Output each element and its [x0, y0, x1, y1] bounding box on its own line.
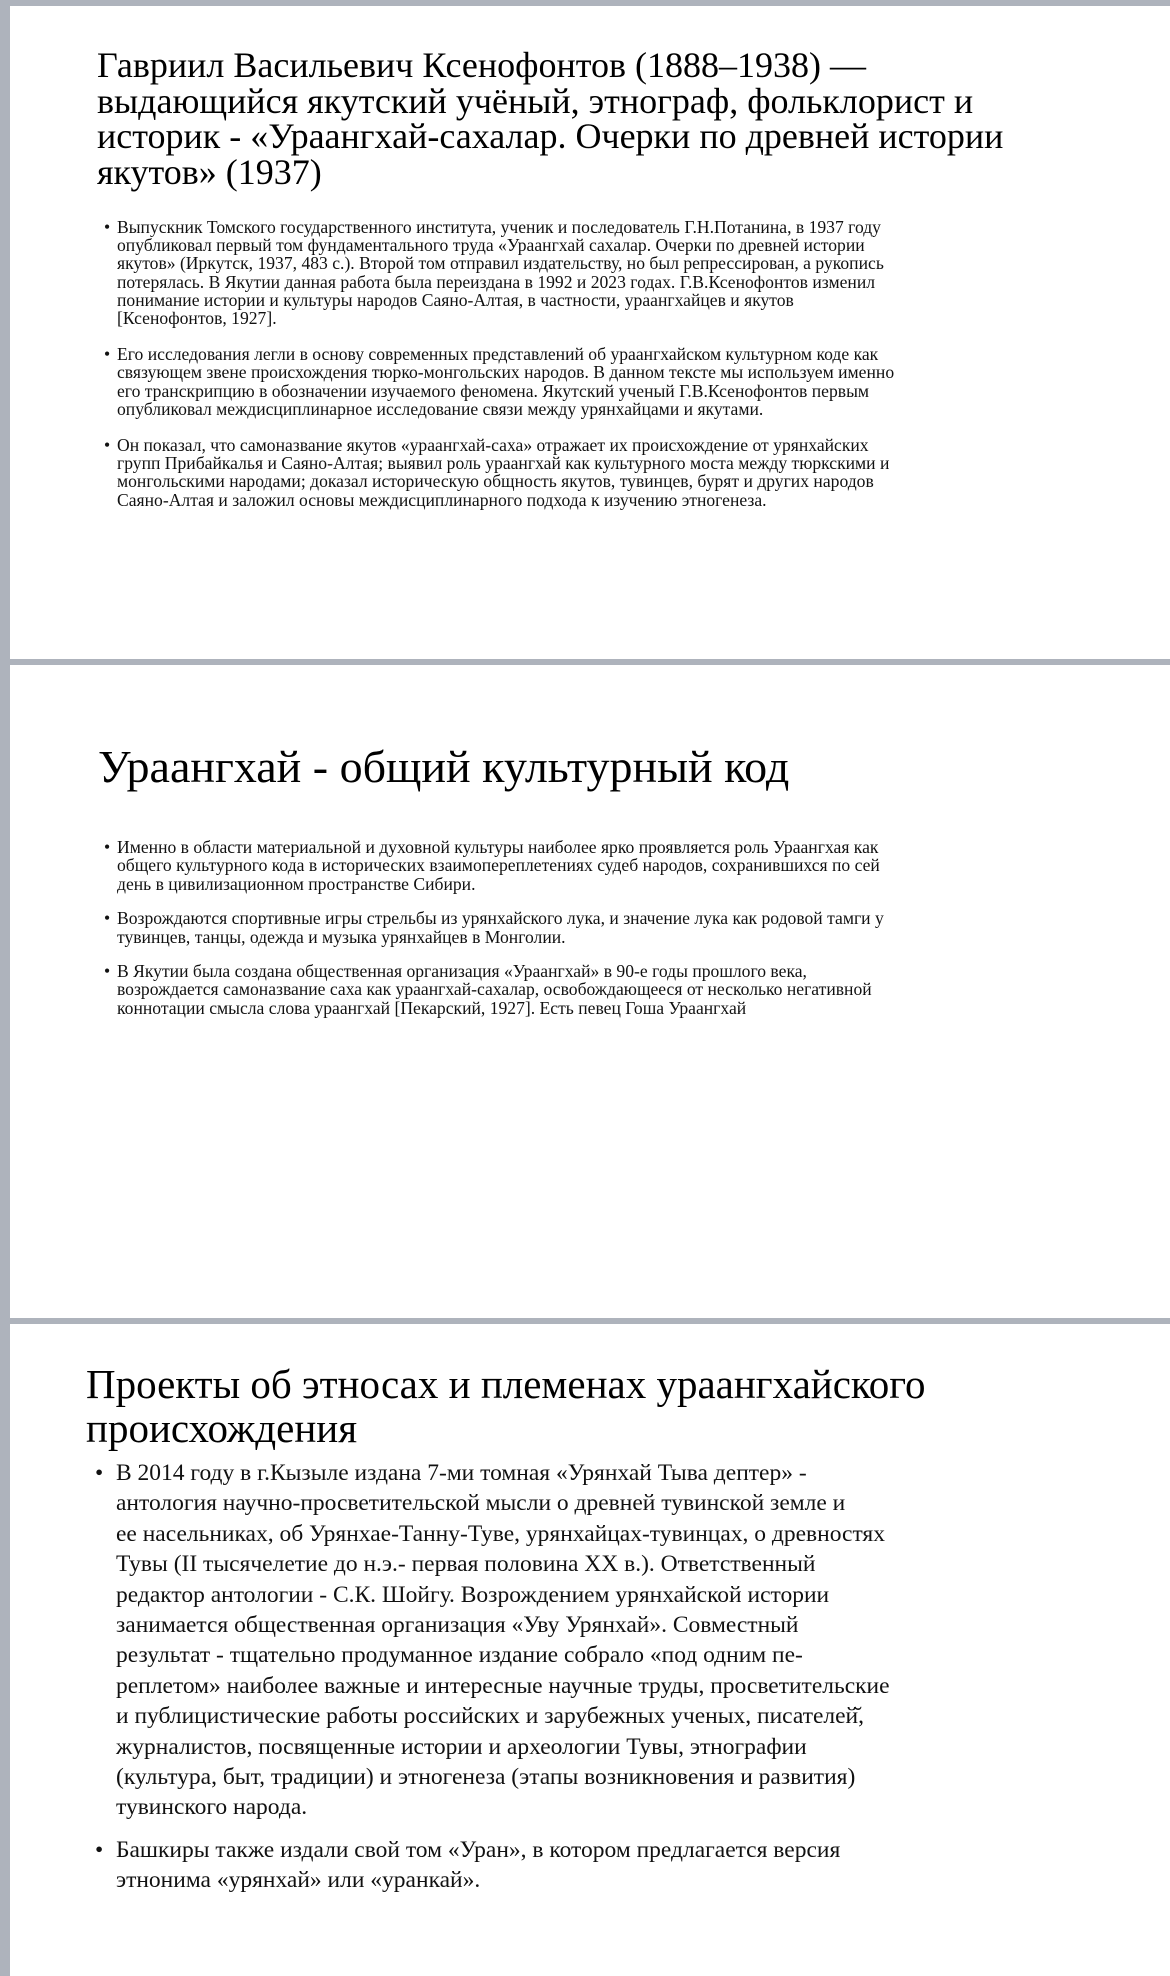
text-line: групп Прибайкалья и Саяно-Алтая; выявил роль ураангхай как культурного моста между тюркскими и: [117, 453, 890, 474]
title-line: историк - «Ураангхай-сахалар. Очерки по древней истории: [97, 116, 1004, 156]
bullet-list: [97, 218, 894, 509]
text-line: понимание истории и культуры народов Саяно-Алтая, в частности, ураангхайцев и якутов: [117, 289, 794, 310]
slide-1: [10, 6, 1170, 659]
text-line: коннотации смысла слова ураангхай [Пекарский, 1927]. Есть певец Гоша Ураангхай: [117, 997, 747, 1018]
slide-title: [97, 45, 1004, 192]
text-line: и публицистические работы российских и зарубежных ученых, писателей̆,: [116, 1703, 865, 1730]
bullet-icon: •: [104, 837, 111, 857]
text-line: ее насельниках, об Урянхае-Танну-Туве, урянхайцах-тувинцах, о древностях: [116, 1520, 885, 1547]
text-line: тувинского народа.: [116, 1794, 308, 1821]
text-line: связующем звене происхождения тюрко-монгольских народов. В данном тексте мы используем именно: [117, 362, 895, 383]
text-line: Он показал, что самоназвание якутов «ураангхай-саха» отражает их происхождение от урянхайских: [117, 435, 869, 456]
title-line: Проекты об этносах и племенах ураангхайского: [86, 1361, 926, 1407]
bullet-item: [97, 838, 884, 893]
bullet-item: [94, 1458, 890, 1823]
text-line: В Якутии была создана общественная организация «Ураангхай» в 90-е годы прошлого века,: [117, 961, 807, 982]
bullet-icon: •: [104, 217, 111, 237]
bullet-item: [94, 1835, 890, 1896]
bullet-item: [97, 909, 884, 946]
text-line: Выпускник Томского государственного института, ученик и последователь Г.Н.Потанина, в 1937 году: [117, 217, 881, 237]
text-line: общего культурного кода в исторических взаимопереплетениях судеб народов, сохранившихся по сей: [117, 855, 880, 876]
text-line: этнонима «урянхай» или «уранкай».: [116, 1867, 481, 1894]
title-line: происхождения: [86, 1405, 358, 1451]
title-line: якутов» (1937): [97, 151, 322, 192]
text-line: его транскрипцию в обозначении изучаемого феномена. Якутский ученый Г.В.Ксенофонтов первым: [117, 380, 870, 401]
text-line: результат - тщательно продуманное издание собрало «под одним пе-: [116, 1642, 803, 1669]
bullet-list: [97, 838, 884, 1017]
text-line: В 2014 году в г.Кызыле издана 7-ми томная «Урянхай Тыва дептер» -: [116, 1460, 807, 1486]
text-line: потерялась. В Якутии данная работа была переиздана в 1992 и 2023 годах. Г.В.Ксенофонтов изменил: [117, 271, 876, 292]
bullet-icon: •: [104, 908, 111, 929]
text-line: возрождается самоназвание саха как ураангхай-сахалар, освобождающееся от несколько негативной: [117, 979, 872, 1000]
title-line: Гавриил Васильевич Ксенофонтов (1888–1938) —: [97, 45, 866, 85]
bullet-item: [97, 345, 894, 418]
text-line: Возрождаются спортивные игры стрельбы из урянхайского лука, и значение лука как родовой тамги у: [117, 908, 884, 929]
text-line: Тувы (II тысячелетие до н.э.- первая половина XX в.). Ответственный: [116, 1551, 816, 1578]
title-line: Ураангхай - общий культурный код: [98, 741, 790, 792]
text-line: монгольскими народами; доказал историческую общность якутов, тувинцев, бурят и других народов: [117, 471, 874, 492]
text-line: антология научно-просветительской мысли о древней тувинской земле и: [116, 1490, 846, 1517]
text-line: Башкиры также издали свой том «Уран», в котором предлагается версия: [116, 1836, 841, 1863]
bullet-item: [97, 962, 884, 1017]
slide-title: [86, 1362, 926, 1450]
text-line: тувинцев, танцы, одежда и музыка урянхайцев в Монголии.: [117, 926, 566, 947]
bullet-icon: •: [104, 961, 111, 982]
text-line: журналистов, посвященные истории и археологии Тувы, этнографии: [116, 1733, 807, 1760]
text-line: Именно в области материальной и духовной культуры наиболее ярко проявляется роль Ураангхая как: [117, 837, 879, 857]
bullet-item: [97, 436, 894, 509]
bullet-list: [94, 1458, 890, 1896]
bullet-icon: •: [95, 1836, 104, 1863]
text-line: занимается общественная организация «Уву Урянхай». Совместный: [116, 1612, 799, 1639]
bullet-icon: •: [95, 1460, 104, 1486]
slide-3: [10, 1324, 1170, 1976]
text-line: якутов» (Иркутск, 1937, 483 с.). Второй том отправил издательству, но был репрессирован, а рукопись: [117, 253, 884, 274]
text-line: опубликовал первый том фундаментального труда «Ураангхай сахалар. Очерки по древней истории: [117, 235, 865, 256]
text-line: реплетом» наиболее важные и интересные научные труды, просветительские: [116, 1672, 890, 1699]
text-line: редактор антологии - С.К. Шойгу. Возрождением урянхайской истории: [116, 1581, 830, 1608]
text-line: [Ксенофонтов, 1927].: [117, 308, 277, 329]
bullet-item: [97, 218, 894, 327]
title-line: выдающийся якутский учёный, этнограф, фольклорист и: [97, 80, 974, 121]
bullet-icon: •: [104, 344, 111, 365]
text-line: Его исследования легли в основу современных представлений об ураангхайском культурном коде как: [117, 344, 879, 365]
text-line: день в цивилизационном пространстве Сибири.: [117, 873, 476, 894]
text-line: опубликовал междисциплинарное исследование связи между урянхайцами и якутами.: [117, 398, 764, 419]
text-line: (культура, быт, традиции) и этногенеза (этапы возникновения и развития): [116, 1764, 856, 1791]
text-line: Саяно-Алтая и заложил основы междисциплинарного подхода к изучению этногенеза.: [117, 489, 767, 510]
slide-title: [98, 742, 789, 792]
bullet-icon: •: [104, 435, 111, 456]
slide-2: [10, 665, 1170, 1318]
